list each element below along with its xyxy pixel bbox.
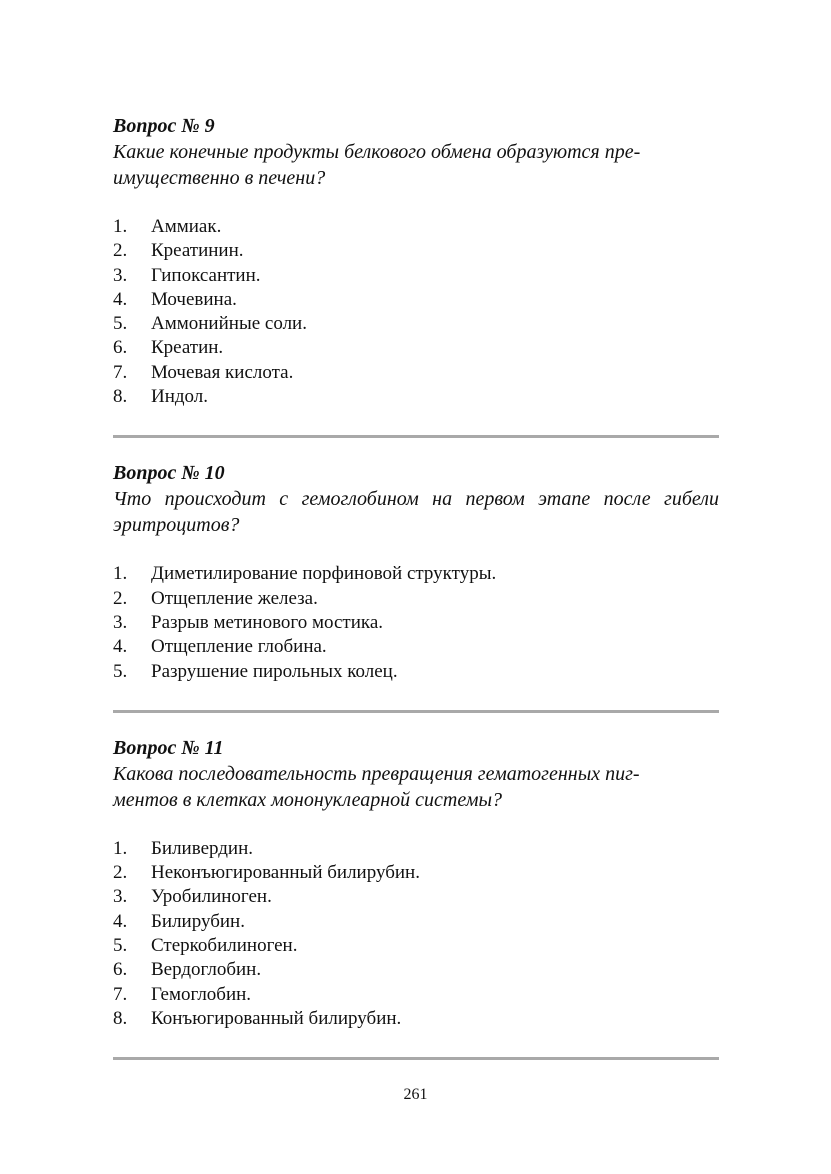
answer-text: Отщепление железа.	[151, 587, 318, 609]
answer-number: 4.	[113, 288, 128, 310]
answer-item	[113, 837, 719, 861]
answer-item	[113, 264, 719, 288]
answer-number: 1.	[113, 216, 128, 237]
answer-number: 5.	[113, 313, 128, 335]
question-title: Вопрос № 11	[113, 736, 224, 759]
question-11	[113, 735, 719, 1031]
answer-item	[113, 1007, 719, 1031]
answer-text: Гипоксантин.	[151, 264, 261, 286]
page-number: 261	[403, 1086, 428, 1103]
answer-item	[113, 361, 719, 385]
answer-list	[113, 215, 719, 409]
answer-item	[113, 958, 719, 982]
answer-number: 5.	[113, 935, 128, 957]
answer-list	[113, 837, 719, 1031]
answer-number: 6.	[113, 959, 128, 981]
page-content	[113, 113, 719, 1060]
answer-item	[113, 910, 719, 934]
answer-number: 1.	[113, 837, 128, 859]
answer-number: 4.	[113, 910, 128, 932]
answer-text: Гемоглобин.	[151, 983, 252, 1005]
answer-item	[113, 934, 719, 958]
answer-number: 7.	[113, 361, 128, 383]
answer-text: Вердоглобин.	[151, 959, 262, 981]
question-text: Что происходит с гемоглобином на первом этапе после гибели эритроцитов?	[113, 488, 719, 537]
answer-text: Конъюгированный билирубин.	[151, 1007, 402, 1029]
answer-number: 6.	[113, 337, 128, 359]
question-title: Вопрос № 10	[113, 462, 225, 485]
answer-number: 2.	[113, 240, 128, 262]
question-10	[113, 460, 719, 683]
answer-text: Биливердин.	[151, 837, 254, 859]
section-divider	[113, 1057, 719, 1060]
answer-list	[113, 562, 719, 683]
answer-item	[113, 312, 719, 336]
answer-text: Билирубин.	[151, 910, 245, 932]
answer-item	[113, 288, 719, 312]
answer-text: Неконъюгированный билирубин.	[151, 862, 420, 884]
answer-item	[113, 611, 719, 635]
answer-item	[113, 635, 719, 659]
answer-item	[113, 385, 719, 409]
answer-number: 7.	[113, 983, 128, 1005]
answer-item	[113, 562, 719, 586]
answer-text: Индол.	[151, 386, 209, 408]
question-text: Какова последовательность превращения гематогенных пиг- ментов в клетках мононуклеарной системы?	[113, 762, 640, 811]
answer-number: 8.	[113, 386, 128, 408]
answer-text: Аммонийные соли.	[151, 313, 307, 335]
answer-item	[113, 861, 719, 885]
answer-text: Диметилирование порфиновой структуры.	[151, 563, 497, 585]
answer-text: Отщепление глобина.	[151, 636, 327, 658]
answer-text: Креатин.	[151, 337, 224, 359]
answer-number: 3.	[113, 611, 128, 633]
question-title: Вопрос № 9	[113, 115, 215, 137]
answer-text: Разрыв метинового мостика.	[151, 611, 384, 633]
answer-item	[113, 336, 719, 360]
answer-item	[113, 215, 719, 239]
answer-item	[113, 660, 719, 684]
answer-text: Аммиак.	[151, 216, 222, 237]
answer-text: Уробилиноген.	[151, 886, 272, 908]
answer-text: Мочевая кислота.	[151, 361, 294, 383]
answer-item	[113, 587, 719, 611]
answer-number: 3.	[113, 886, 128, 908]
answer-number: 3.	[113, 264, 128, 286]
question-9	[113, 113, 719, 409]
answer-number: 1.	[113, 563, 128, 585]
answer-text: Разрушение пирольных колец.	[151, 660, 398, 682]
answer-item	[113, 239, 719, 263]
answer-number: 4.	[113, 636, 128, 658]
answer-number: 2.	[113, 862, 128, 884]
answer-number: 2.	[113, 587, 128, 609]
question-text: Какие конечные продукты белкового обмена образуются пре- имущественно в печени?	[113, 141, 641, 189]
answer-item	[113, 983, 719, 1007]
answer-text: Мочевина.	[151, 288, 237, 310]
answer-item	[113, 885, 719, 909]
answer-text: Креатинин.	[151, 240, 244, 262]
answer-text: Стеркобилиноген.	[151, 935, 298, 957]
answer-number: 5.	[113, 660, 128, 682]
answer-number: 8.	[113, 1007, 128, 1029]
